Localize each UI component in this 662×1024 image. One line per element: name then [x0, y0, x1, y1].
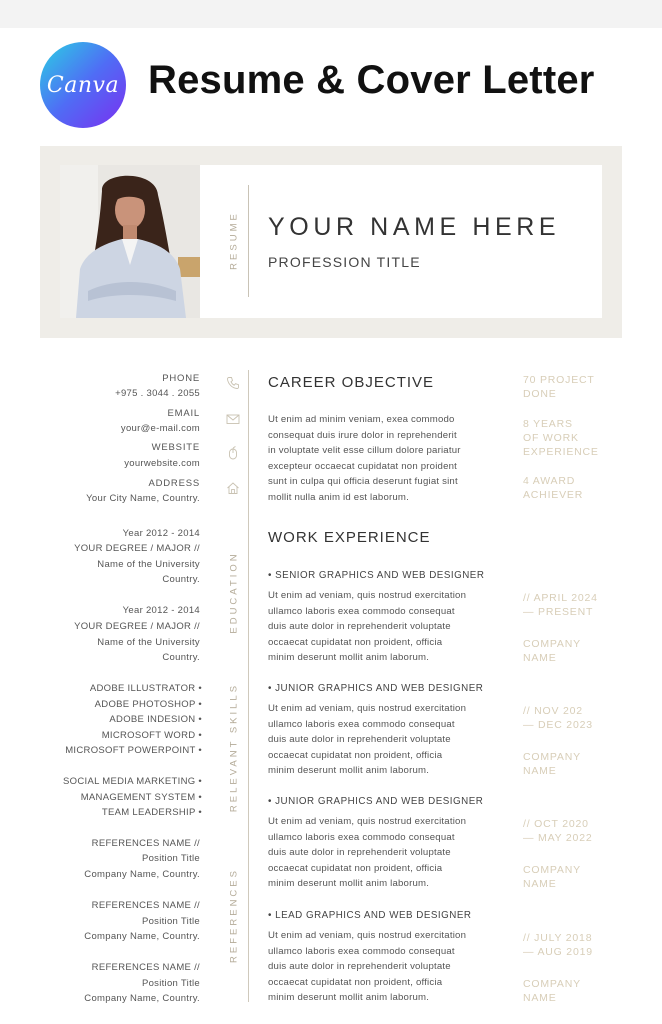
top-bar [0, 0, 662, 28]
job-date-start: // OCT 2020 [523, 818, 589, 830]
education-year: Year 2012 - 2014 [122, 528, 200, 539]
company-line: NAME [523, 992, 557, 1004]
job-line: occaecat cupidatat non proident, officia [268, 976, 443, 988]
name-card-divider [248, 185, 249, 297]
education-degree: YOUR DEGREE / MAJOR // [74, 543, 200, 554]
stat-line: EXPERIENCE [523, 446, 599, 458]
job-date-start: // NOV 202 [523, 705, 583, 717]
career-line: mollit nulla anim id est laborum. [268, 491, 409, 503]
job-title: • SENIOR GRAPHICS AND WEB DESIGNER [268, 570, 485, 581]
stat-years [523, 417, 623, 459]
stat-awards [523, 474, 623, 502]
main-divider [248, 370, 249, 1002]
skills-vertical-label: RELEVANT SKILLS [228, 682, 240, 813]
career-line: in voluptate velit esse cillum dolore pariatur [268, 445, 461, 456]
reference-name: REFERENCES NAME // [91, 962, 200, 973]
job-line: ullamco laboris exea commodo consequat [268, 605, 455, 617]
reference-position: Position Title [141, 978, 200, 989]
job-date-start: // APRIL 2024 [523, 592, 598, 604]
career-line: excepteur occaecat cupidatat non proident [268, 460, 458, 472]
job-title: • LEAD GRAPHICS AND WEB DESIGNER [268, 910, 472, 921]
job-line: occaecat cupidatat non proident, officia [268, 749, 443, 761]
company-line: NAME [523, 765, 557, 777]
phone-icon [226, 376, 240, 390]
home-icon [226, 481, 240, 495]
job-line: duis aute dolor in reprehenderit voluptate [268, 621, 451, 632]
full-name: YOUR NAME HERE [268, 213, 561, 241]
skill-item: ADOBE ILLUSTRATOR • [89, 683, 202, 694]
reference-company: Company Name, Country. [84, 993, 200, 1004]
education-school: Name of the University [97, 637, 200, 648]
job-line: duis aute dolor in reprehenderit voluptate [268, 847, 451, 858]
job-line: minim deserunt mollit anim laborum. [268, 765, 430, 776]
references-vertical-label: REFERENCES [228, 868, 240, 963]
career-line: Ut enim ad minim veniam, exea commodo [268, 414, 455, 425]
contact-value-email: your@e-mail.com [120, 423, 200, 434]
job-date-end: — AUG 2019 [523, 946, 593, 958]
job-line: ullamco laboris exea commodo consequat [268, 831, 455, 843]
stat-line: OF WORK [523, 432, 579, 444]
education-country: Country. [162, 574, 200, 585]
reference-name: REFERENCES NAME // [91, 900, 200, 911]
page-title: Resume & Cover Letter [148, 58, 595, 102]
job-line: ullamco laboris exea commodo consequat [268, 945, 455, 957]
job-description [268, 588, 493, 666]
stat-line: 70 PROJECT [523, 374, 595, 386]
job-line: Ut enim ad veniam, quis nostrud exercitation [268, 930, 467, 941]
stat-projects [523, 373, 623, 401]
job-line: Ut enim ad veniam, quis nostrud exercitation [268, 703, 467, 714]
job-description [268, 701, 493, 779]
skill-item: MICROSOFT WORD • [101, 730, 202, 741]
company-line: NAME [523, 878, 557, 890]
contact-value-phone: +975 . 3044 . 2055 [115, 388, 200, 399]
portrait-illustration [60, 165, 200, 318]
reference-name: REFERENCES NAME // [91, 838, 200, 849]
canva-logo [40, 42, 126, 128]
skill-item: MANAGEMENT SYSTEM • [80, 792, 202, 803]
job-line: minim deserunt mollit anim laborum. [268, 992, 430, 1003]
job-company [523, 750, 623, 778]
contact-value-website: yourwebsite.com [124, 458, 200, 469]
job-date-end: — DEC 2023 [523, 719, 593, 731]
reference-company: Company Name, Country. [84, 931, 200, 942]
education-school: Name of the University [97, 559, 200, 570]
job-line: minim deserunt mollit anim laborum. [268, 652, 430, 663]
job-line: ullamco laboris exea commodo consequat [268, 718, 455, 730]
contact-label-email: EMAIL [167, 408, 200, 419]
mail-icon [226, 412, 240, 426]
skill-item: MICROSOFT POWERPOINT • [65, 745, 202, 756]
education-year: Year 2012 - 2014 [122, 605, 200, 616]
company-line: COMPANY [523, 864, 581, 876]
job-dates [523, 817, 623, 845]
job-dates [523, 704, 623, 732]
skill-item: SOCIAL MEDIA MARKETING • [63, 776, 202, 787]
job-dates [523, 931, 623, 959]
contact-label-website: WEBSITE [151, 442, 200, 453]
education-degree: YOUR DEGREE / MAJOR // [74, 621, 200, 632]
job-company [523, 977, 623, 1005]
resume-vertical-label: RESUME [228, 211, 240, 270]
skill-item: TEAM LEADERSHIP • [101, 807, 202, 818]
career-objective-heading: CAREER OBJECTIVE [268, 374, 435, 391]
contact-label-address: ADDRESS [148, 478, 200, 489]
job-line: minim deserunt mollit anim laborum. [268, 878, 430, 889]
company-line: COMPANY [523, 751, 581, 763]
company-line: COMPANY [523, 978, 581, 990]
job-dates [523, 591, 623, 619]
profession-title: PROFESSION TITLE [268, 254, 421, 270]
job-line: duis aute dolor in reprehenderit voluptate [268, 961, 451, 972]
job-title: • JUNIOR GRAPHICS AND WEB DESIGNER [268, 683, 484, 694]
work-experience-heading: WORK EXPERIENCE [268, 529, 431, 546]
education-vertical-label: EDUCATION [228, 551, 240, 634]
contact-value-address: Your City Name, Country. [86, 493, 200, 504]
job-date-end: — MAY 2022 [523, 832, 593, 844]
job-title: • JUNIOR GRAPHICS AND WEB DESIGNER [268, 796, 484, 807]
stat-line: 4 AWARD [523, 475, 576, 487]
job-line: occaecat cupidatat non proident, officia [268, 636, 443, 648]
stat-line: 8 YEARS [523, 418, 573, 430]
job-description [268, 928, 493, 1006]
company-line: COMPANY [523, 638, 581, 650]
name-card [200, 165, 602, 318]
job-line: Ut enim ad veniam, quis nostrud exercitation [268, 590, 467, 601]
reference-position: Position Title [141, 916, 200, 927]
career-objective-text [268, 412, 493, 505]
job-date-start: // JULY 2018 [523, 932, 593, 944]
reference-company: Company Name, Country. [84, 869, 200, 880]
profile-photo [60, 165, 200, 318]
skill-item: ADOBE PHOTOSHOP • [94, 699, 202, 710]
logo-text: Canva [46, 72, 120, 98]
mouse-icon [226, 446, 240, 460]
career-line: consequat duis irure dolor in reprehenderit [268, 429, 457, 441]
job-line: Ut enim ad veniam, quis nostrud exercitation [268, 816, 467, 827]
reference-position: Position Title [141, 853, 200, 864]
career-line: sunt in culpa qui officia deserunt fugiat sint [268, 476, 458, 487]
job-line: duis aute dolor in reprehenderit voluptate [268, 734, 451, 745]
job-date-end: — PRESENT [523, 606, 594, 618]
job-line: occaecat cupidatat non proident, officia [268, 862, 443, 874]
stat-line: ACHIEVER [523, 489, 584, 501]
job-company [523, 637, 623, 665]
skill-item: ADOBE INDESION • [109, 714, 202, 725]
education-country: Country. [162, 652, 200, 663]
company-line: NAME [523, 652, 557, 664]
job-company [523, 863, 623, 891]
job-description [268, 814, 493, 892]
contact-label-phone: PHONE [162, 373, 200, 384]
stat-line: DONE [523, 388, 557, 400]
